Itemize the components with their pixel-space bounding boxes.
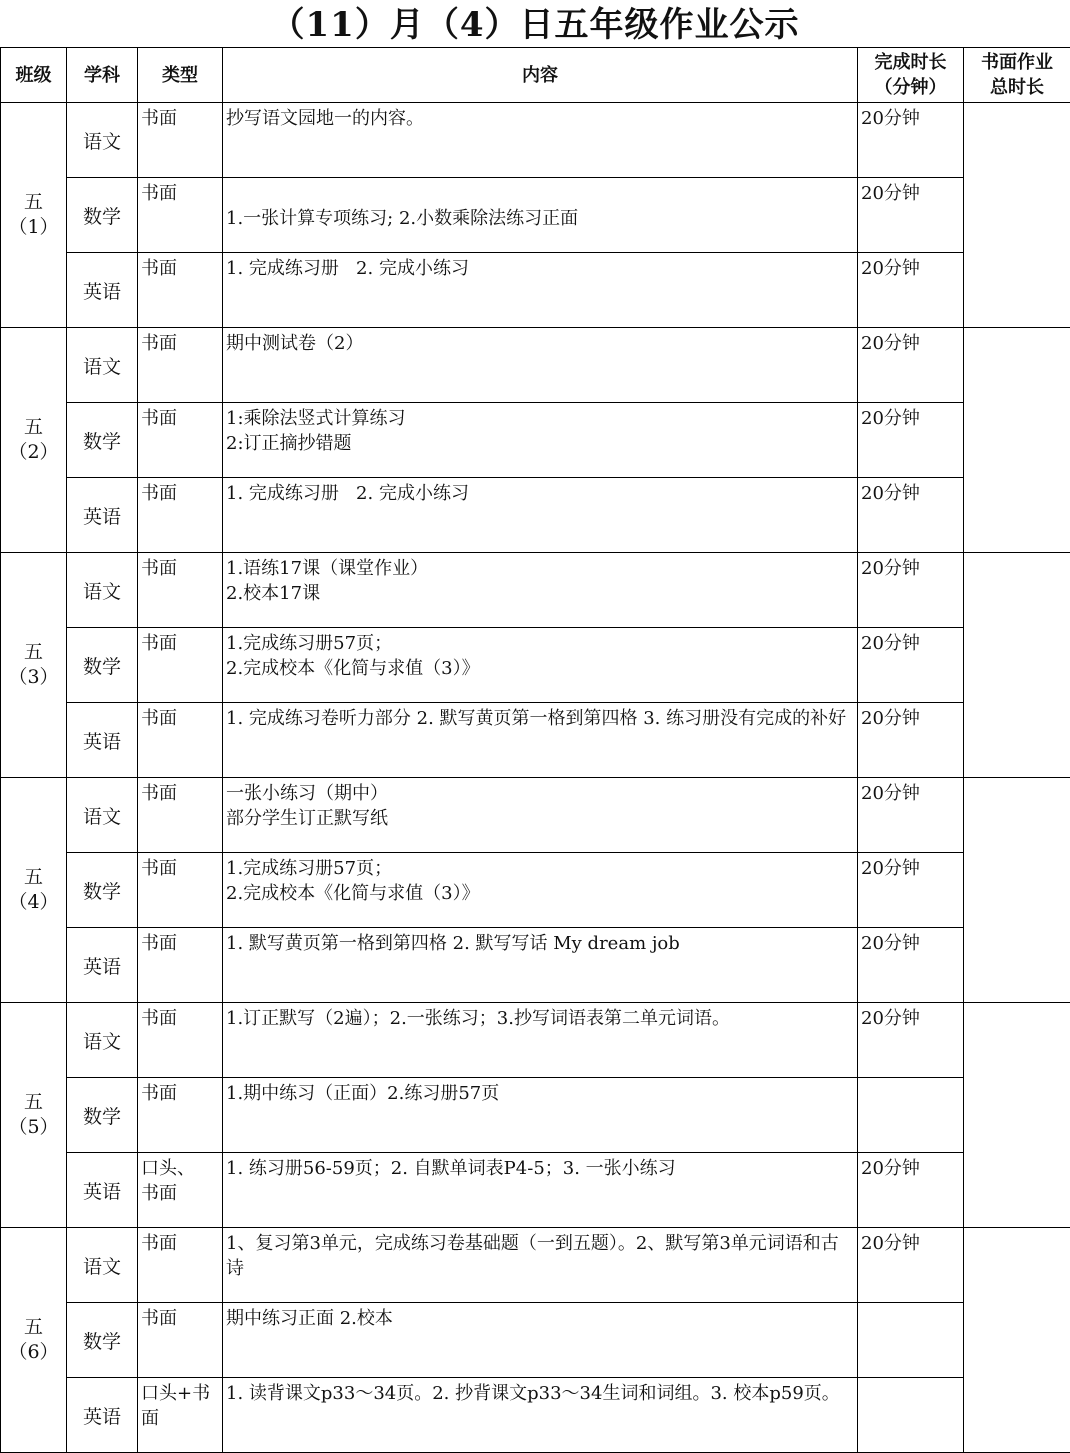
type-cell: 书面 xyxy=(138,778,223,853)
header-class: 班级 xyxy=(1,48,67,103)
class-number: （1） xyxy=(8,216,59,238)
content-cell: 1.一张计算专项练习; 2.小数乘除法练习正面 xyxy=(223,178,858,253)
duration-cell: 20分钟 xyxy=(858,553,964,628)
class-cell xyxy=(1,1003,67,1228)
table-row xyxy=(1,628,1070,703)
table-row xyxy=(1,1228,1070,1303)
type-cell: 书面 xyxy=(138,328,223,403)
class-number: （5） xyxy=(8,1116,59,1138)
table-row xyxy=(1,253,1070,328)
header-row xyxy=(1,48,1070,103)
class-number: （3） xyxy=(8,666,59,688)
table-row xyxy=(1,1003,1070,1078)
table-row xyxy=(1,103,1070,178)
subject-cell: 数学 xyxy=(67,1303,138,1378)
content-cell: 1.完成练习册57页； 2.完成校本《化简与求值（3）》 xyxy=(223,628,858,703)
table-row xyxy=(1,328,1070,403)
class-cell xyxy=(1,553,67,778)
class-grade: 五 xyxy=(23,641,43,663)
total-cell xyxy=(964,778,1070,1003)
subject-cell: 数学 xyxy=(67,853,138,928)
content-cell: 1:乘除法竖式计算练习 2:订正摘抄错题 xyxy=(223,403,858,478)
header-content: 内容 xyxy=(223,48,858,103)
duration-cell: 20分钟 xyxy=(858,628,964,703)
table-row xyxy=(1,853,1070,928)
type-cell: 书面 xyxy=(138,103,223,178)
duration-cell: 20分钟 xyxy=(858,178,964,253)
content-cell: 1. 练习册56-59页；2. 自默单词表P4-5；3. 一张小练习 xyxy=(223,1153,858,1228)
duration-cell: 20分钟 xyxy=(858,103,964,178)
header-duration: 完成时长 （分钟） xyxy=(858,48,964,103)
content-cell: 1. 完成练习册 2. 完成小练习 xyxy=(223,478,858,553)
content-cell: 1. 完成练习册 2. 完成小练习 xyxy=(223,253,858,328)
header-total: 书面作业 总时长 xyxy=(964,48,1070,103)
content-cell: 1. 读背课文p33～34页。2. 抄背课文p33～34生词和词组。3. 校本p59页。 xyxy=(223,1378,858,1453)
table-row xyxy=(1,1078,1070,1153)
content-cell: 1. 默写黄页第一格到第四格 2. 默写写话 My dream job xyxy=(223,928,858,1003)
type-cell: 书面 xyxy=(138,928,223,1003)
duration-cell: 20分钟 xyxy=(858,703,964,778)
subject-cell: 数学 xyxy=(67,403,138,478)
total-cell xyxy=(964,1003,1070,1228)
content-cell: 期中练习正面 2.校本 xyxy=(223,1303,858,1378)
duration-cell: 20分钟 xyxy=(858,403,964,478)
subject-cell: 英语 xyxy=(67,1153,138,1228)
table-row xyxy=(1,928,1070,1003)
duration-cell: 20分钟 xyxy=(858,253,964,328)
type-cell: 口头、 书面 xyxy=(138,1153,223,1228)
subject-cell: 英语 xyxy=(67,478,138,553)
type-cell: 书面 xyxy=(138,478,223,553)
type-cell: 书面 xyxy=(138,253,223,328)
subject-cell: 英语 xyxy=(67,253,138,328)
subject-cell: 数学 xyxy=(67,628,138,703)
type-cell: 书面 xyxy=(138,553,223,628)
class-cell xyxy=(1,328,67,553)
type-cell: 书面 xyxy=(138,1228,223,1303)
duration-cell: 20分钟 xyxy=(858,1003,964,1078)
class-grade: 五 xyxy=(23,866,43,888)
subject-cell: 数学 xyxy=(67,1078,138,1153)
table-row xyxy=(1,178,1070,253)
class-grade: 五 xyxy=(23,416,43,438)
content-cell: 期中测试卷（2） xyxy=(223,328,858,403)
table-row xyxy=(1,1303,1070,1378)
content-cell: 1.期中练习（正面）2.练习册57页 xyxy=(223,1078,858,1153)
table-row xyxy=(1,778,1070,853)
type-cell: 书面 xyxy=(138,703,223,778)
header-type: 类型 xyxy=(138,48,223,103)
subject-cell: 英语 xyxy=(67,1378,138,1453)
subject-cell: 语文 xyxy=(67,1228,138,1303)
subject-cell: 语文 xyxy=(67,328,138,403)
type-cell: 书面 xyxy=(138,1003,223,1078)
total-cell xyxy=(964,553,1070,778)
class-cell xyxy=(1,1228,67,1453)
table-row xyxy=(1,478,1070,553)
subject-cell: 语文 xyxy=(67,1003,138,1078)
type-cell: 书面 xyxy=(138,1303,223,1378)
subject-cell: 语文 xyxy=(67,103,138,178)
content-cell: 1.完成练习册57页； 2.完成校本《化简与求值（3）》 xyxy=(223,853,858,928)
header-subject: 学科 xyxy=(67,48,138,103)
duration-cell: 20分钟 xyxy=(858,478,964,553)
content-cell: 抄写语文园地一的内容。 xyxy=(223,103,858,178)
total-cell xyxy=(964,328,1070,553)
type-cell: 书面 xyxy=(138,1078,223,1153)
class-grade: 五 xyxy=(23,1091,43,1113)
content-cell: 一张小练习（期中） 部分学生订正默写纸 xyxy=(223,778,858,853)
content-cell: 1. 完成练习卷听力部分 2. 默写黄页第一格到第四格 3. 练习册没有完成的补好 xyxy=(223,703,858,778)
class-grade: 五 xyxy=(23,191,43,213)
table-row xyxy=(1,1378,1070,1453)
class-number: （2） xyxy=(8,441,59,463)
class-number: （4） xyxy=(8,891,59,913)
duration-cell: 20分钟 xyxy=(858,328,964,403)
type-cell: 口头+书面 xyxy=(138,1378,223,1453)
duration-cell xyxy=(858,1303,964,1378)
duration-cell: 20分钟 xyxy=(858,1228,964,1303)
type-cell: 书面 xyxy=(138,628,223,703)
total-cell xyxy=(964,1228,1070,1453)
duration-cell: 20分钟 xyxy=(858,1153,964,1228)
subject-cell: 英语 xyxy=(67,928,138,1003)
class-cell xyxy=(1,103,67,328)
table-row xyxy=(1,403,1070,478)
subject-cell: 语文 xyxy=(67,778,138,853)
type-cell: 书面 xyxy=(138,853,223,928)
table-row xyxy=(1,703,1070,778)
content-cell: 1、复习第3单元，完成练习卷基础题（一到五题）。2、默写第3单元词语和古诗 xyxy=(223,1228,858,1303)
content-cell: 1.订正默写（2遍）；2.一张练习；3.抄写词语表第二单元词语。 xyxy=(223,1003,858,1078)
type-cell: 书面 xyxy=(138,178,223,253)
duration-cell: 20分钟 xyxy=(858,928,964,1003)
content-cell: 1.语练17课（课堂作业） 2.校本17课 xyxy=(223,553,858,628)
table-row xyxy=(1,1153,1070,1228)
duration-cell: 20分钟 xyxy=(858,778,964,853)
duration-cell: 20分钟 xyxy=(858,853,964,928)
homework-table xyxy=(0,47,1070,1453)
total-cell xyxy=(964,103,1070,328)
class-cell xyxy=(1,778,67,1003)
type-cell: 书面 xyxy=(138,403,223,478)
table-row xyxy=(1,553,1070,628)
subject-cell: 英语 xyxy=(67,703,138,778)
class-grade: 五 xyxy=(23,1316,43,1338)
page-title: （11）月（4）日五年级作业公示 xyxy=(270,5,800,45)
class-number: （6） xyxy=(8,1341,59,1363)
subject-cell: 数学 xyxy=(67,178,138,253)
duration-cell xyxy=(858,1078,964,1153)
duration-cell xyxy=(858,1378,964,1453)
subject-cell: 语文 xyxy=(67,553,138,628)
